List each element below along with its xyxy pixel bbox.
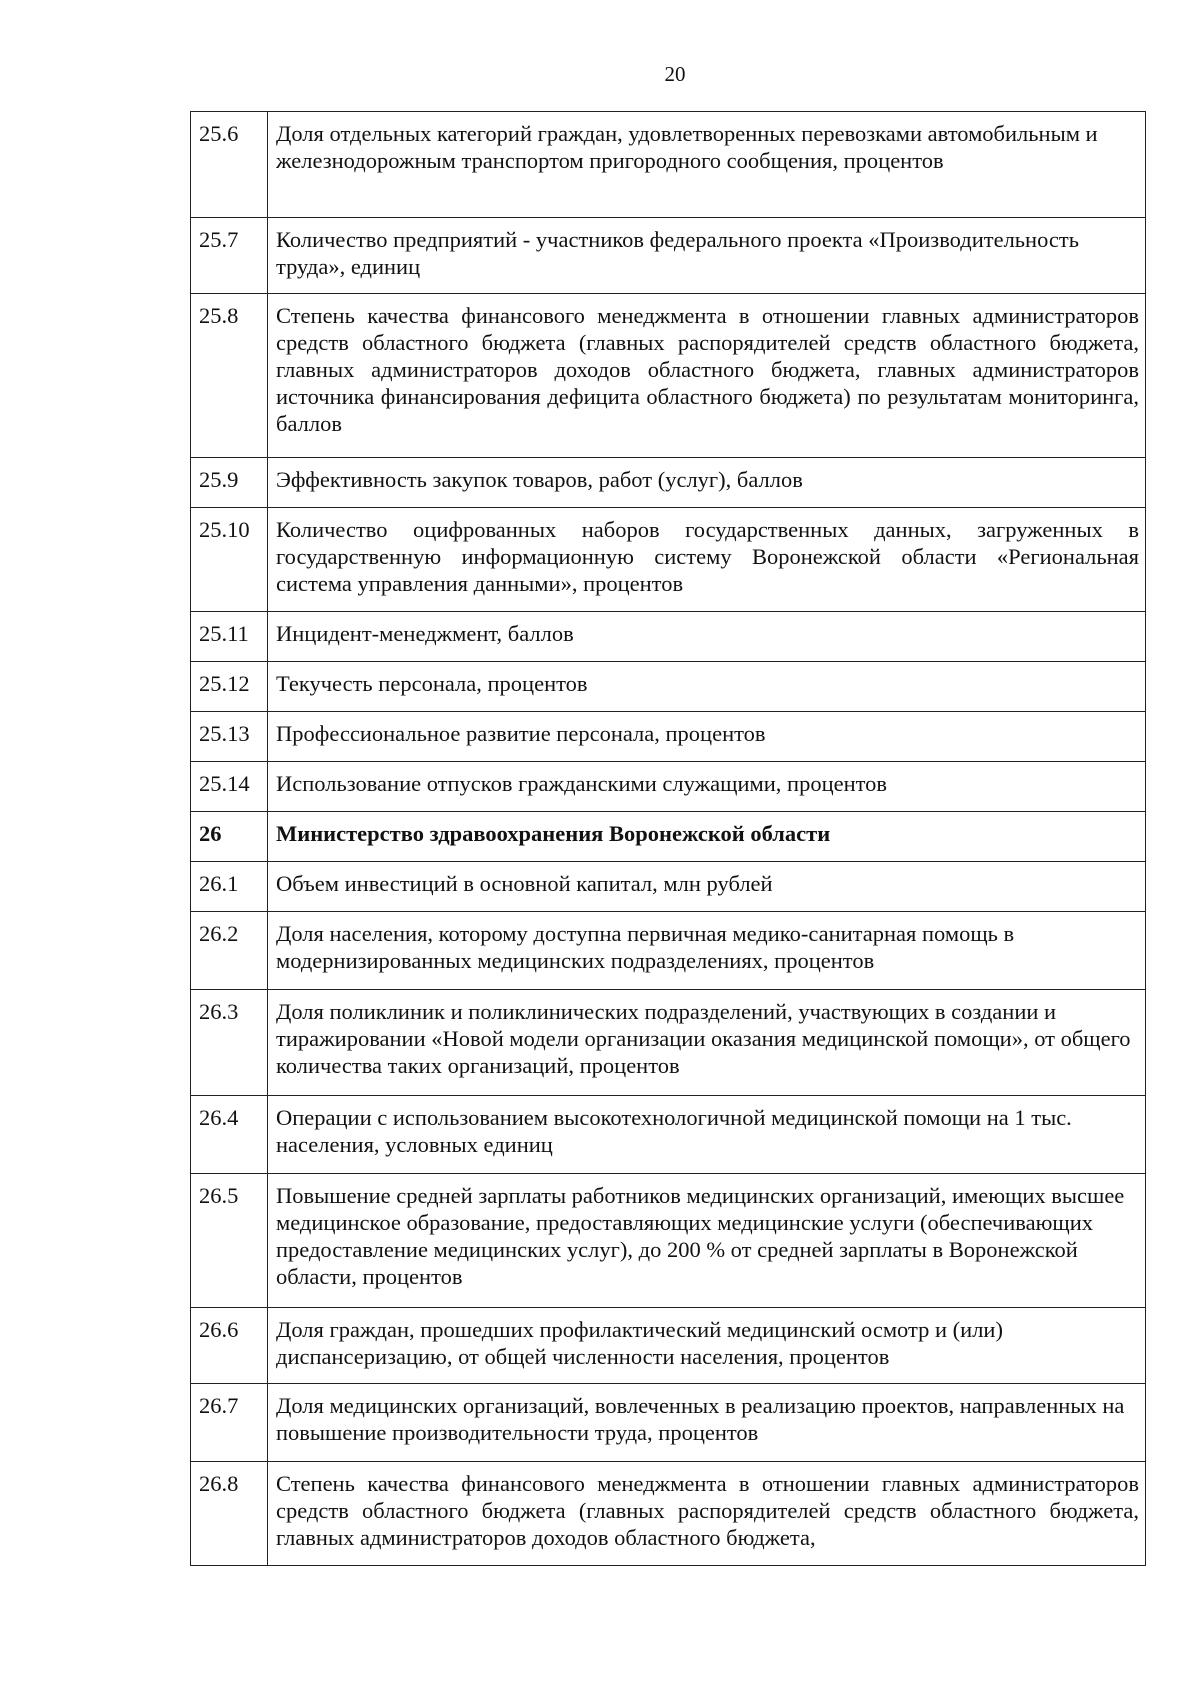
indicator-text: Степень качества финансового менеджмента в отношении главных администраторов средств областного бюджета (главных распорядителей средств областного бюджета, главных администраторов доходов областного бюджета, xyxy=(268,1462,1146,1566)
indicator-text: Текучесть персонала, процентов xyxy=(268,662,1146,712)
table-row xyxy=(191,1096,1146,1174)
table-row xyxy=(191,1308,1146,1384)
indicator-text: Министерство здравоохранения Воронежской области xyxy=(268,812,1146,862)
page-number: 20 xyxy=(664,62,686,86)
indicator-text: Количество предприятий - участников федерального проекта «Производительность труда», единиц xyxy=(268,218,1146,294)
table-row xyxy=(191,712,1146,762)
indicator-text: Количество оцифрованных наборов государственных данных, загруженных в государственную информационную систему Воронежской области «Региональная система управления данными», процентов xyxy=(268,508,1146,612)
row-number: 25.8 xyxy=(191,294,268,458)
table-row xyxy=(191,612,1146,662)
indicator-text: Доля граждан, прошедших профилактический медицинский осмотр и (или) диспансеризацию, от общей численности населения, процентов xyxy=(268,1308,1146,1384)
row-number: 26.2 xyxy=(191,912,268,990)
indicator-text: Доля населения, которому доступна первичная медико-санитарная помощь в модернизированных медицинских подразделениях, процентов xyxy=(268,912,1146,990)
indicator-text: Операции с использованием высокотехнологичной медицинской помощи на 1 тыс. населения, условных единиц xyxy=(268,1096,1146,1174)
indicator-text: Степень качества финансового менеджмента в отношении главных администраторов средств областного бюджета (главных распорядителей средств областного бюджета, главных администраторов доходов областного бюджета, главных администраторов источника финансирования дефицита областного бюджета) по результатам мониторинга, баллов xyxy=(268,294,1146,458)
table-row xyxy=(191,1384,1146,1462)
row-number: 26.4 xyxy=(191,1096,268,1174)
row-number: 25.10 xyxy=(191,508,268,612)
table-row xyxy=(191,1462,1146,1566)
table-row xyxy=(191,458,1146,508)
row-number: 26.1 xyxy=(191,862,268,912)
row-number: 26.5 xyxy=(191,1174,268,1308)
row-number: 26.3 xyxy=(191,990,268,1096)
indicators-table-body xyxy=(191,112,1146,1566)
section-header-row xyxy=(191,812,1146,862)
row-number: 25.6 xyxy=(191,112,268,218)
row-number: 25.14 xyxy=(191,762,268,812)
table-row xyxy=(191,762,1146,812)
table-row xyxy=(191,112,1146,218)
table-row xyxy=(191,294,1146,458)
table-row xyxy=(191,912,1146,990)
indicator-text: Повышение средней зарплаты работников медицинских организаций, имеющих высшее медицинское образование, предоставляющих медицинские услуги (обеспечивающих предоставление медицинских услуг), до 200 % от средней зарплаты в Воронежской области, процентов xyxy=(268,1174,1146,1308)
table-row xyxy=(191,218,1146,294)
table-row xyxy=(191,508,1146,612)
row-number: 25.7 xyxy=(191,218,268,294)
indicator-text: Эффективность закупок товаров, работ (услуг), баллов xyxy=(268,458,1146,508)
row-number: 25.9 xyxy=(191,458,268,508)
table-row xyxy=(191,662,1146,712)
indicator-text: Использование отпусков гражданскими служащими, процентов xyxy=(268,762,1146,812)
indicator-text: Доля поликлиник и поликлинических подразделений, участвующих в создании и тиражировании «Новой модели организации оказания медицинской помощи», от общего количества таких организаций, процентов xyxy=(268,990,1146,1096)
indicator-text: Доля отдельных категорий граждан, удовлетворенных перевозками автомобильным и железнодорожным транспортом пригородного сообщения, процентов xyxy=(268,112,1146,218)
row-number: 25.11 xyxy=(191,612,268,662)
indicator-text: Инцидент-менеджмент, баллов xyxy=(268,612,1146,662)
indicator-text: Объем инвестиций в основной капитал, млн рублей xyxy=(268,862,1146,912)
table-row xyxy=(191,1174,1146,1308)
row-number: 26.7 xyxy=(191,1384,268,1462)
row-number: 26 xyxy=(191,812,268,862)
indicator-text: Профессиональное развитие персонала, процентов xyxy=(268,712,1146,762)
indicator-text: Доля медицинских организаций, вовлеченных в реализацию проектов, направленных на повышение производительности труда, процентов xyxy=(268,1384,1146,1462)
table-row xyxy=(191,990,1146,1096)
row-number: 26.8 xyxy=(191,1462,268,1566)
row-number: 25.13 xyxy=(191,712,268,762)
row-number: 26.6 xyxy=(191,1308,268,1384)
table-row xyxy=(191,862,1146,912)
indicators-table xyxy=(190,111,1146,1566)
row-number: 25.12 xyxy=(191,662,268,712)
